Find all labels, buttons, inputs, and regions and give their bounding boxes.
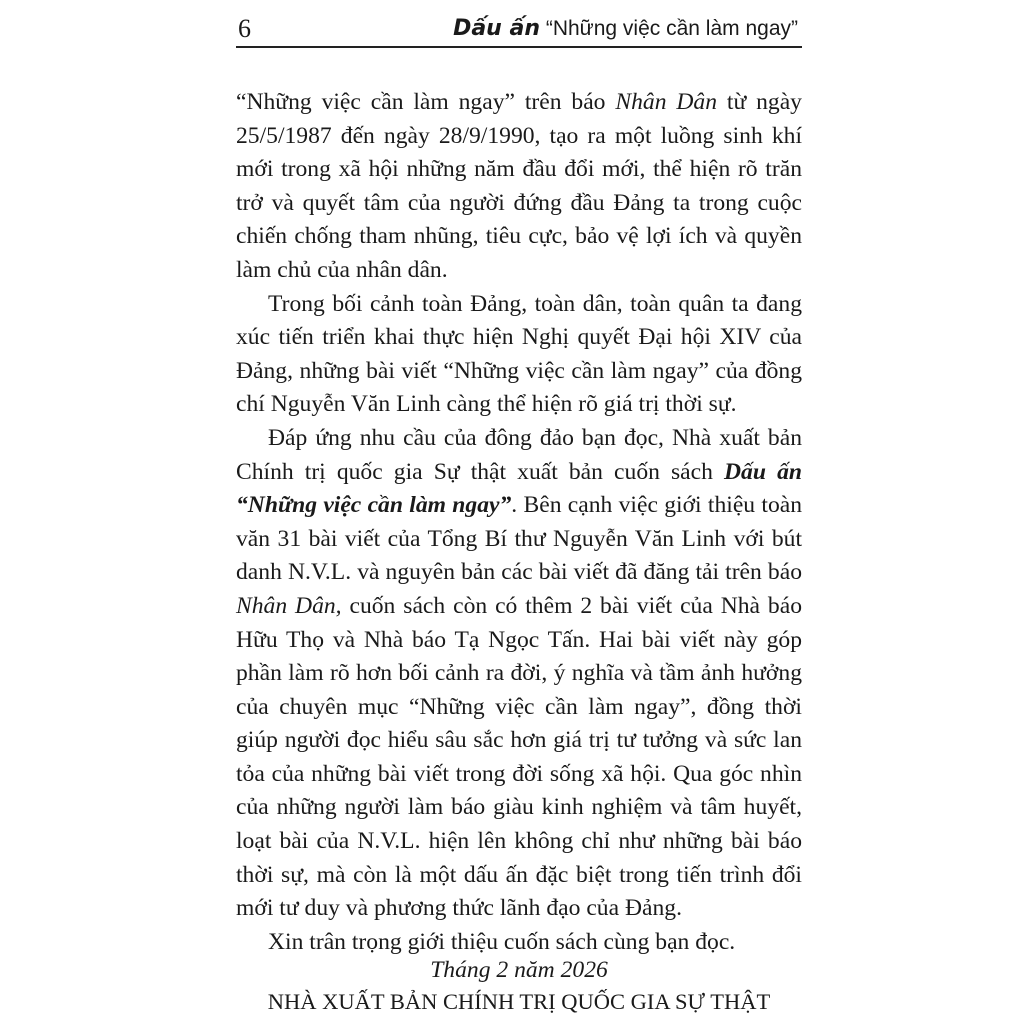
book-page: [236, 0, 802, 1024]
paragraph-4: Xin trân trọng giới thiệu cuốn sách cùng bạn đọc.: [268, 928, 736, 955]
paragraph-1-newspaper-name: Nhân Dân: [615, 89, 718, 115]
paragraph-3-text-a: Đáp ứng nhu cầu của đông đảo bạn đọc, Nhà xuất bản Chính trị quốc gia Sự thật xuất bản cuốn sách: [236, 424, 802, 485]
paragraph-1-text-a: “Những việc cần làm ngay” trên báo: [236, 89, 616, 115]
body-text: [236, 86, 802, 959]
paragraph-2: Trong bối cảnh toàn Đảng, toàn dân, toàn quân ta đang xúc tiến triển khai thực hiện Nghị quyết Đại hội XIV của Đảng, những bài viết “Những việc cần làm ngay” của đồng chí Nguyễn Văn Linh càng thể hiện rõ giá trị thời sự.: [236, 290, 802, 418]
paragraph-1-text-b: từ ngày 25/5/1987 đến ngày 28/9/1990, tạo ra một luồng sinh khí mới trong xã hội những năm đầu đổi mới, thể hiện rõ trăn trở và quyết tâm của người đứng đầu Đảng ta trong cuộc chiến chống tham nhũng, tiêu cực, bảo vệ lợi ích và quyền làm chủ của nhân dân.: [236, 89, 802, 283]
signature-publisher: NHÀ XUẤT BẢN CHÍNH TRỊ QUỐC GIA SỰ THẬT: [267, 989, 771, 1014]
running-header: [236, 12, 802, 50]
header-rule: [236, 46, 802, 48]
running-title: [453, 12, 798, 48]
page-number: 6: [238, 14, 251, 43]
paragraph-3-newspaper-name: Nhân Dân,: [236, 592, 342, 619]
running-title-bold: Dấu ấn: [453, 16, 540, 41]
paragraph-3-text-c: cuốn sách còn có thêm 2 bài viết của Nhà báo Hữu Thọ và Nhà báo Tạ Ngọc Tấn. Hai bài viết này góp phần làm rõ hơn bối cảnh ra đời, ý nghĩa và tầm ảnh hưởng của chuyên mục “Những việc cần làm ngay”, đồng thời giúp người đọc hiểu sâu sắc hơn giá trị tư tưởng và sức lan tỏa của những bài viết trong đời sống xã hội. Qua góc nhìn của những người làm báo giàu kinh nghiệm và tâm huyết, loạt bài của N.V.L. hiện lên không chỉ như những bài báo thời sự, mà còn là một dấu ấn đặc biệt trong tiến trình đổi mới tư duy và phương thức lãnh đạo của Đảng.: [236, 592, 803, 922]
paragraph-3-book-title: Dấu ấn “Những việc cần làm ngay”: [236, 458, 802, 519]
signature-date: Tháng 2 năm 2026: [430, 957, 608, 983]
paragraph-3-text-b: . Bên cạnh việc giới thiệu toàn văn 31 bài viết của Tổng Bí thư Nguyễn Văn Linh với bút danh N.V.L. và nguyên bản các bài viết đã đăng tải trên báo: [236, 492, 803, 586]
paragraph-1: [236, 86, 802, 288]
paragraph-3: [236, 422, 802, 926]
running-title-quote: “Những việc cần làm ngay”: [540, 17, 798, 40]
